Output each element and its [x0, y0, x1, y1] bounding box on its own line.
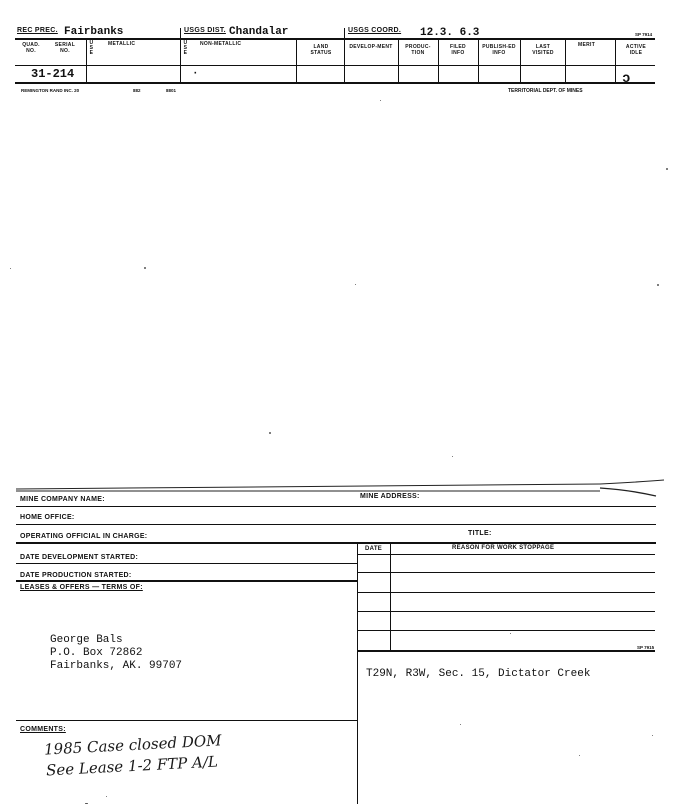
table-rule	[357, 630, 655, 631]
scan-speck	[85, 803, 88, 804]
date-production-label: DATE PRODUCTION STARTED:	[20, 572, 132, 579]
usgs-coord-value: 12.3. 6.3	[420, 27, 480, 39]
form-rule	[16, 720, 357, 721]
table-date-divider	[390, 542, 391, 650]
reason-work-stoppage-label: REASON FOR WORK STOPPAGE	[452, 545, 555, 551]
col-serial-label: SERIAL NO.	[54, 42, 76, 54]
owner-po-box: P.O. Box 72862	[50, 647, 143, 659]
usgs-coord-label: USGS COORD.	[348, 27, 402, 34]
mine-address-label: MINE ADDRESS:	[360, 493, 420, 500]
leases-offers-label: LEASES & OFFERS — TERMS OF:	[20, 584, 143, 591]
owner-city: Fairbanks, AK. 99707	[50, 660, 183, 672]
table-rule	[357, 572, 655, 573]
location-description: T29N, R3W, Sec. 15, Dictator Creek	[366, 668, 591, 680]
table-rule	[357, 592, 655, 593]
printer-imprint: REMINGTON RAND INC. 20	[21, 88, 80, 93]
quad-serial-value: 31-214	[31, 67, 75, 81]
col-use-label: USE	[89, 40, 94, 56]
scan-speck	[106, 796, 107, 797]
col-divider	[344, 28, 345, 84]
scan-speck	[144, 267, 146, 269]
col-divider	[565, 38, 566, 84]
card-edge	[0, 478, 678, 508]
date-development-label: DATE DEVELOPMENT STARTED:	[20, 554, 139, 561]
handwritten-comment: 1985 Case closed DOM	[43, 731, 222, 759]
form-code-2: SP 7915	[637, 645, 655, 650]
table-rule	[357, 650, 655, 652]
col-production-label: PRODUC-TION	[405, 44, 431, 56]
form-rule	[16, 506, 656, 507]
table-rule	[357, 554, 655, 555]
rec-prec-label: REC PREC.	[17, 27, 58, 34]
col-quad-label: QUAD. NO.	[22, 42, 40, 54]
scan-speck	[657, 284, 659, 286]
col-use-label: USE	[183, 40, 188, 56]
form-rule	[16, 524, 656, 525]
col-divider	[520, 38, 521, 84]
scan-speck	[579, 755, 580, 756]
mine-company-label: MINE COMPANY NAME:	[20, 496, 105, 503]
header-bottom-rule	[15, 82, 655, 84]
scan-speck	[355, 284, 356, 285]
form-rule	[16, 542, 656, 544]
scan-speck	[269, 432, 271, 434]
col-active-idle-label: ACTIVE IDLE	[625, 44, 647, 56]
operating-official-label: OPERATING OFFICIAL IN CHARGE:	[20, 533, 148, 540]
scan-speck	[460, 724, 461, 725]
table-rule	[357, 611, 655, 612]
form-rule	[16, 563, 357, 564]
col-divider	[478, 38, 479, 84]
scan-speck	[652, 735, 653, 736]
col-nonmetallic-label: NON-METALLIC	[200, 41, 242, 47]
department-imprint: TERRITORIAL DEPT. OF MINES	[508, 88, 583, 94]
col-merit-label: MERIT	[578, 42, 596, 48]
active-idle-mark: ↄ	[622, 71, 631, 87]
nonmetallic-mark: ·	[192, 68, 199, 80]
date-column-label: DATE	[365, 546, 383, 552]
col-land-status-label: LAND STATUS	[310, 44, 332, 56]
rec-prec-value: Fairbanks	[64, 26, 124, 38]
scan-speck	[666, 168, 668, 170]
comments-label: COMMENTS:	[20, 726, 66, 733]
handwritten-comment: See Lease 1-2 FTP A/L	[45, 752, 219, 780]
col-divider	[398, 38, 399, 84]
col-published-info-label: PUBLISH-ED INFO	[482, 44, 516, 56]
form-rule	[16, 580, 357, 582]
printer-code: 882	[133, 88, 141, 93]
col-divider	[86, 38, 87, 84]
header-top-rule	[15, 38, 655, 40]
scan-speck	[510, 633, 511, 634]
col-metallic-label: METALLIC	[108, 41, 136, 47]
form-code: SP 7914	[635, 32, 653, 37]
usgs-dist-label: USGS DIST.	[184, 27, 226, 34]
col-divider	[180, 28, 181, 84]
col-filed-info-label: FILED INFO	[450, 44, 466, 56]
table-left-border	[357, 542, 358, 804]
printer-code: 8801	[166, 88, 177, 93]
col-divider	[438, 38, 439, 84]
col-last-visited-label: LAST VISITED	[532, 44, 554, 56]
header-mid-rule	[15, 65, 655, 66]
col-divider	[296, 38, 297, 84]
scan-speck	[10, 268, 11, 269]
home-office-label: HOME OFFICE:	[20, 514, 75, 521]
owner-name: George Bals	[50, 634, 123, 646]
scan-speck	[452, 456, 453, 457]
scan-speck	[380, 100, 381, 101]
col-divider	[615, 38, 616, 84]
usgs-dist-value: Chandalar	[229, 26, 289, 38]
title-label: TITLE:	[468, 530, 492, 537]
col-development-label: DEVELOP-MENT	[349, 44, 393, 50]
